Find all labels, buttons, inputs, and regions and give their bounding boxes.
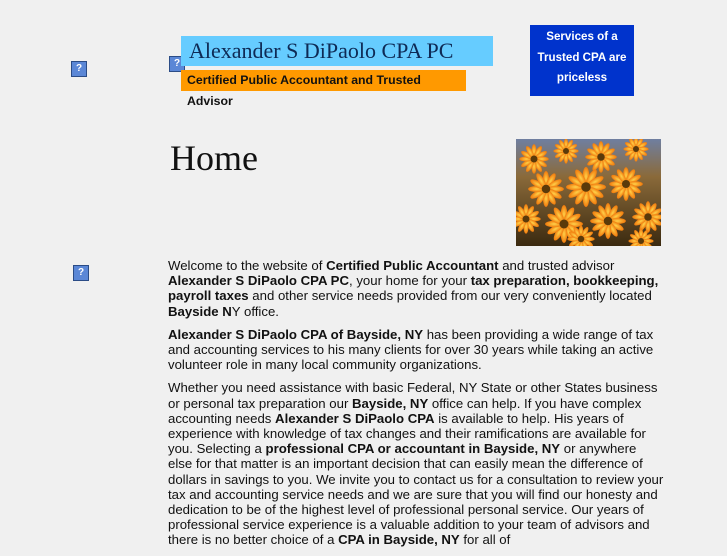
text-run: Y office. <box>231 303 279 319</box>
flower-center <box>644 213 652 221</box>
text-run: , your home for your <box>349 273 471 289</box>
bold-text: CPA in Bayside, NY <box>338 532 460 548</box>
promo-line: Services of a <box>546 30 618 43</box>
text-run: and trusted advisor <box>498 258 615 273</box>
flowers-image <box>516 139 661 246</box>
text-run: is available to help. His years of experience with knowledge of tax changes and their ramifications are available for you. Selecting a <box>168 410 646 457</box>
bold-text: Certified Public Accountant <box>326 258 499 273</box>
flower-center <box>531 156 538 163</box>
services-paragraph <box>168 380 664 547</box>
bold-text: Bayside, NY <box>352 395 429 411</box>
text-run: has been providing a wide range of tax and accounting services to his many clients for over 30 years while taking an active volunteer role in many local community organizations. <box>168 326 654 373</box>
text-run: Welcome to the website of <box>168 258 327 273</box>
intro-paragraph <box>168 258 664 319</box>
site-tagline: Certified Public Accountant and Trusted Advisor <box>181 70 466 91</box>
flower-center <box>633 146 639 152</box>
about-paragraph <box>168 327 664 373</box>
flower-center <box>563 148 569 154</box>
bold-text: Alexander S DiPaolo CPA PC <box>168 273 350 289</box>
flower-center <box>542 185 551 194</box>
text-run: Whether you need assistance with basic Federal, NY State or other States business or personal tax preparation our <box>168 380 658 411</box>
flower-center <box>581 182 591 192</box>
promo-box <box>530 25 634 96</box>
flower-center <box>597 153 605 161</box>
flower-center <box>604 217 613 226</box>
promo-line: priceless <box>556 71 608 84</box>
flower-center <box>578 236 585 243</box>
bold-text: professional CPA or accountant in Bayside, NY <box>265 441 561 457</box>
bold-text: Alexander S DiPaolo CPA <box>275 410 435 426</box>
bold-text: tax preparation, bookkeeping, payroll taxes <box>168 273 659 304</box>
flower-center <box>622 180 630 188</box>
page-title: Home <box>170 138 258 178</box>
text-run: for all of <box>459 532 511 548</box>
flower-center <box>523 216 530 223</box>
flower-center <box>560 220 569 229</box>
flower-center <box>638 238 644 244</box>
text-run: and other service needs provided from our very conveniently located <box>248 288 652 304</box>
text-run: or anywhere else for that matter is an important decision that can easily mean the difference of dollars in savings to you. We invite you to contact us for a consultation to review your tax and accounting service needs and we are sure that you will find our honesty and dedication to be of the highest level of professional personal service. Our years of professional service experience is a valuable addition to your team of advisors and there is no better choice of a <box>168 441 664 548</box>
broken-image-icon: ? <box>71 61 87 77</box>
flowers-photo <box>516 139 661 246</box>
site-title: Alexander S DiPaolo CPA PC <box>181 36 493 66</box>
bold-text: Bayside N <box>168 303 232 319</box>
main-content <box>168 258 664 556</box>
broken-image-icon: ? <box>73 265 89 281</box>
broken-image-icon: ? <box>169 56 185 72</box>
text-run: office can help. If you have complex accounting needs <box>168 395 642 426</box>
promo-line: Trusted CPA are <box>537 50 627 64</box>
bold-text: Alexander S DiPaolo CPA of Bayside, NY <box>168 326 424 342</box>
